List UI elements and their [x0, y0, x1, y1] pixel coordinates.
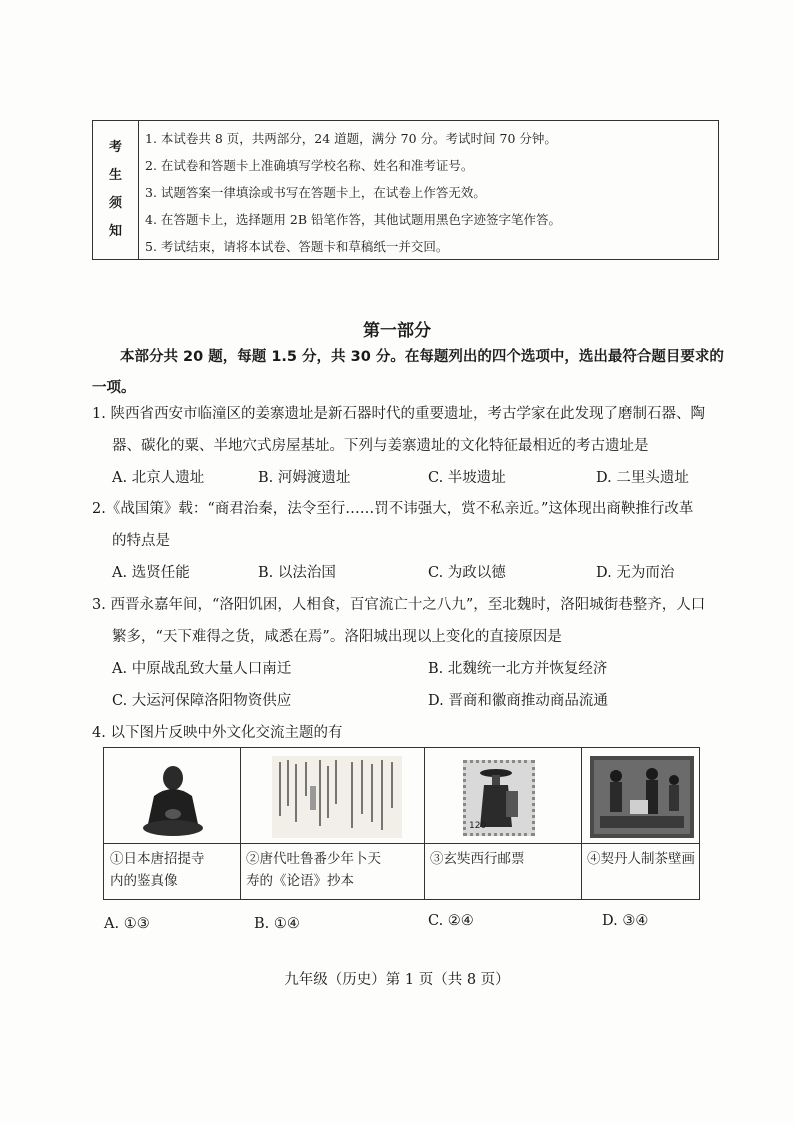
table-divider: [240, 748, 241, 899]
q2-option-d[interactable]: D. 无为而治: [596, 565, 675, 581]
table-divider: [424, 748, 425, 899]
q2-option-a[interactable]: A. 选贤任能: [112, 565, 190, 581]
notice-label-char: 考: [108, 140, 122, 155]
q4-image-table: [103, 747, 700, 900]
q4-option-b[interactable]: B. ①④: [254, 916, 300, 932]
question-1-line2: 器、碳化的粟、半地穴式房屋基址。下列与姜寨遗址的文化特征最相近的考古遗址是: [112, 438, 649, 454]
question-4-line1: 4. 以下图片反映中外文化交流主题的有: [92, 725, 343, 741]
page-footer: 九年级（历史）第 1 页（共 8 页）: [284, 972, 510, 988]
notice-item: 1. 本试卷共 8 页，共两部分，24 道题，满分 70 分。考试时间 70 分钟。: [145, 131, 557, 146]
stamp-value: 120: [469, 821, 487, 831]
part-intro-line2: 一项。: [92, 380, 136, 396]
q4-option-a[interactable]: A. ①③: [104, 916, 150, 932]
q3-option-b[interactable]: B. 北魏统一北方并恢复经济: [428, 661, 608, 677]
q2-option-c[interactable]: C. 为政以德: [428, 565, 506, 581]
notice-label: [93, 121, 139, 259]
table-divider: [104, 843, 699, 844]
question-2-line2: 的特点是: [112, 533, 170, 549]
q4-caption-2: ②唐代吐鲁番少年卜天 寿的《论语》抄本: [246, 851, 381, 889]
part-intro-line1: 本部分共 20 题，每题 1.5 分，共 30 分。在每题列出的四个选项中，选出最符合题目要求的: [120, 349, 724, 365]
q3-option-d[interactable]: D. 晋商和徽商推动商品流通: [428, 693, 608, 709]
notice-label-char: 知: [108, 224, 122, 239]
notice-label-char: 须: [108, 196, 122, 211]
q4-option-d[interactable]: D. ③④: [602, 913, 649, 929]
table-divider: [581, 748, 582, 899]
tea-mural-image: [590, 756, 694, 838]
q4-caption-4: ④契丹人制茶壁画: [587, 851, 695, 867]
q4-caption-3: ③玄奘西行邮票: [430, 851, 525, 867]
notice-item: 3. 试题答案一律填涂或书写在答题卡上，在试卷上作答无效。: [145, 185, 486, 200]
q1-option-b[interactable]: B. 河姆渡遗址: [258, 470, 351, 486]
question-1-line1: 1. 陕西省西安市临潼区的姜寨遗址是新石器时代的重要遗址，考古学家在此发现了磨制石器、陶: [92, 406, 705, 422]
question-3-line1: 3. 西晋永嘉年间，“洛阳饥困，人相食，百官流亡十之八九”，至北魏时，洛阳城街巷整齐，人口: [92, 597, 706, 613]
q1-option-d[interactable]: D. 二里头遗址: [596, 470, 689, 486]
q1-option-a[interactable]: A. 北京人遗址: [112, 470, 205, 486]
part-title: 第一部分: [363, 321, 431, 341]
notice-item: 5. 考试结束，请将本试卷、答题卡和草稿纸一并交回。: [145, 239, 449, 254]
jianzhen-statue-image: [140, 762, 206, 838]
notice-label-char: 生: [108, 168, 122, 183]
q4-option-c[interactable]: C. ②④: [428, 913, 474, 929]
notice-item: 2. 在试卷和答题卡上准确填写学校名称、姓名和准考证号。: [145, 158, 474, 173]
question-2-line1: 2.《战国策》载：“商君治秦，法令至行……罚不讳强大，赏不私亲近。”这体现出商鞅推行改革: [92, 501, 694, 517]
question-3-line2: 繁多，“天下难得之货，咸悉在焉”。洛阳城出现以上变化的直接原因是: [112, 629, 562, 645]
notice-item: 4. 在答题卡上，选择题用 2B 铅笔作答，其他试题用黑色字迹签字笔作答。: [145, 212, 561, 227]
q3-option-c[interactable]: C. 大运河保障洛阳物资供应: [112, 693, 292, 709]
xuanzang-stamp-image: [463, 760, 535, 836]
q1-option-c[interactable]: C. 半坡遗址: [428, 470, 506, 486]
exam-notice-box: [92, 120, 719, 260]
q4-caption-1: ①日本唐招提寺 内的鉴真像: [110, 851, 205, 889]
analects-manuscript-image: [272, 756, 402, 838]
q2-option-b[interactable]: B. 以法治国: [258, 565, 336, 581]
q3-option-a[interactable]: A. 中原战乱致大量人口南迁: [112, 661, 292, 677]
